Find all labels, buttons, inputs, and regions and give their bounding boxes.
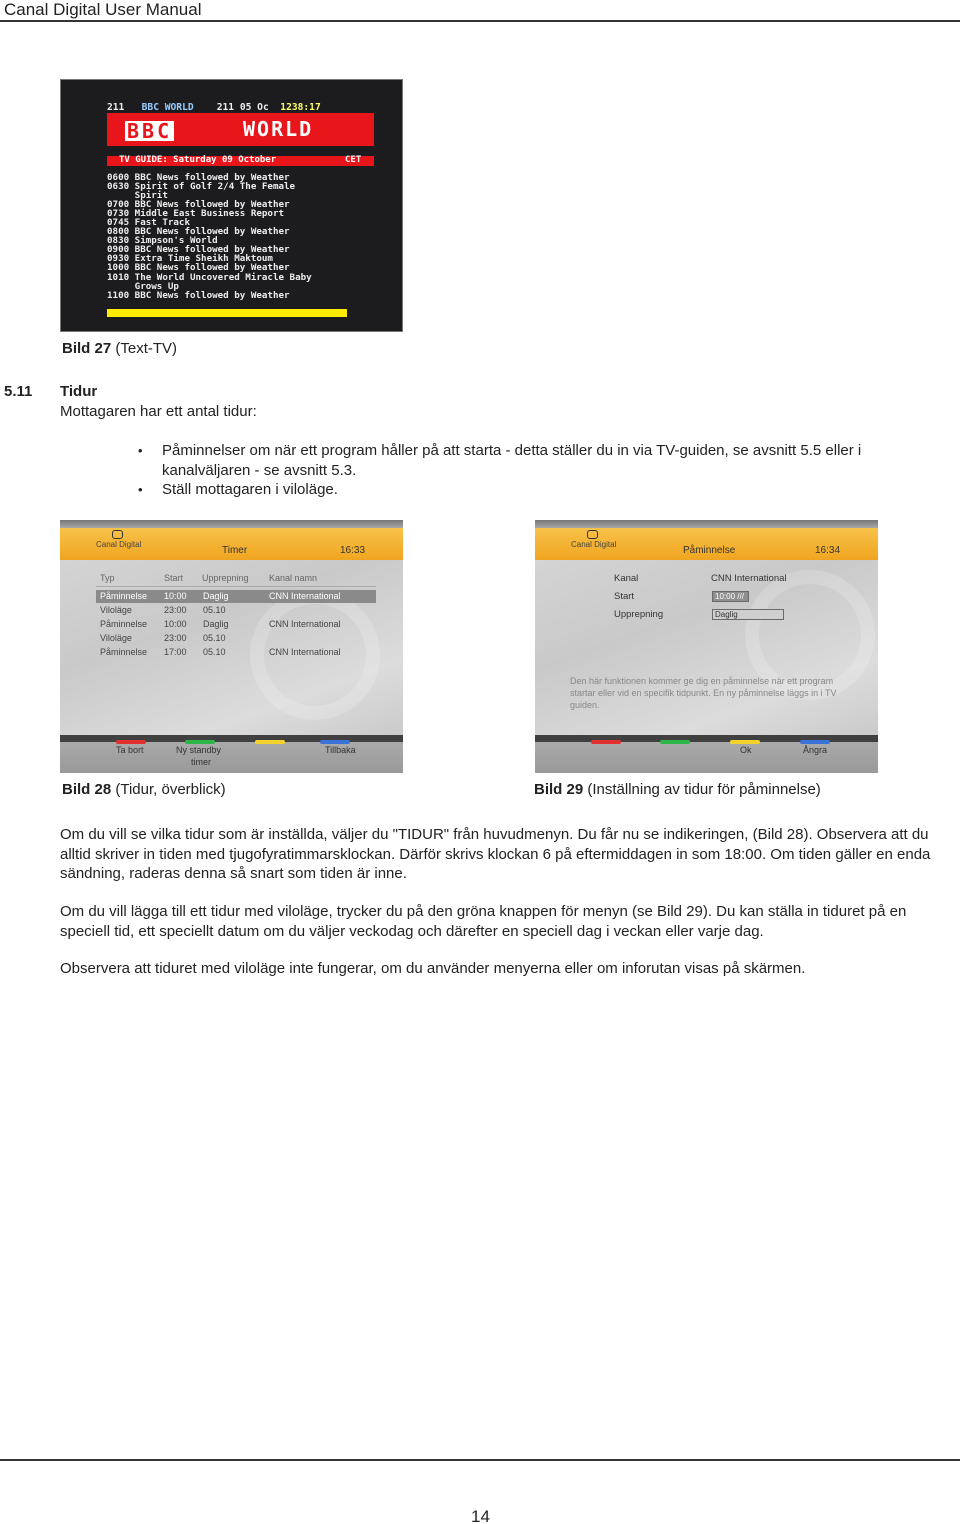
channel-value[interactable]: CNN International: [711, 573, 787, 584]
bbc-logo-text: BBC: [127, 119, 173, 143]
page-header: [0, 0, 960, 22]
reminder-settings-screenshot: [535, 520, 878, 773]
tv-guide-header-bar: [107, 156, 374, 166]
header-divider: [96, 586, 376, 587]
figure-29-desc: (Inställning av tidur för påminnelse): [583, 781, 821, 798]
button-bar: [60, 735, 403, 773]
paragraph: Om du vill lägga till ett tidur med viloläge, trycker du på den gröna knappen för menyn (se Bild 29). Du kan ställa in tiduret på en speciell tid, ett speciellt datum om du väljer veckodag och därefter en speciell dag i veckan eller varje dag.: [60, 903, 907, 940]
figure-27-desc: (Text-TV): [111, 340, 178, 357]
column-header-type: Typ: [100, 573, 115, 583]
figure-28-label: Bild 28: [62, 781, 112, 798]
timer-row[interactable]: [96, 618, 376, 631]
timer-row-selected[interactable]: [96, 590, 376, 603]
cell-repeat: 05.10: [203, 647, 226, 657]
manual-title: Canal Digital User Manual: [4, 0, 202, 19]
canal-digital-logo: Canal Digital: [96, 540, 142, 549]
repeat-dropdown[interactable]: Daglig: [712, 609, 784, 620]
cell-repeat: 05.10: [203, 605, 226, 615]
figure-29-caption: [534, 781, 821, 798]
cell-start: 10:00: [164, 591, 187, 601]
yellow-button-icon: [730, 740, 760, 744]
timer-row[interactable]: [96, 646, 376, 659]
programme-list: 0600 BBC News followed by Weather 0630 Spirit of Golf 2/4 The Female Spirit 0700 BBC News followed by Weather 0730 Middle East Business Report 0745 Fast Track 0800 BBC News followed by Weather 0830 Simpson's World 0900 BBC News followed by Weather 0930 Extra Time Sheikh Maktoum 1000 BBC News followed by Weather 1010 The World Uncovered Miracle Baby Grows Up 1100 BBC News followed by Weather: [107, 172, 312, 301]
cell-channel: CNN International: [269, 647, 341, 657]
canal-digital-logo-icon: [587, 530, 598, 539]
teletext-subpage: 211 05 Oc: [216, 102, 269, 113]
cell-type: Påminnelse: [100, 647, 148, 657]
timer-bullet-list: [138, 441, 928, 500]
undo-button[interactable]: Ångra: [803, 745, 828, 755]
paragraph: Observera att tiduret med viloläge inte fungerar, om du använder menyerna eller om inforutan visas på skärmen.: [60, 960, 806, 977]
teletext-screenshot: [60, 79, 403, 332]
tv-guide-header: TV GUIDE: Saturday 09 October: [119, 155, 277, 165]
green-button-icon: [660, 740, 690, 744]
back-button[interactable]: Tillbaka: [325, 745, 356, 755]
timer-overview-screenshot: [60, 520, 403, 773]
title-bar: [60, 528, 403, 560]
teletext-status-row: [107, 102, 321, 113]
page-number: 14: [471, 1507, 490, 1524]
cell-repeat: Daglig: [203, 591, 229, 601]
top-strip: [60, 520, 403, 528]
bullet-item: • Påminnelser om när ett program håller på att starta - detta ställer du in via TV-guiden, se avsnitt 5.5 eller i kanalväljaren - se avsnitt 5.3.: [138, 441, 928, 480]
bullet-item: • Ställ mottagaren i viloläge.: [138, 480, 928, 500]
timer-row[interactable]: [96, 604, 376, 617]
green-button-icon: [185, 740, 215, 744]
start-label: Start: [614, 591, 635, 602]
screen-title: Timer: [222, 545, 248, 556]
blue-button-icon: [320, 740, 350, 744]
figure-29-label: Bild 29: [534, 781, 584, 798]
blue-button-icon: [800, 740, 830, 744]
cell-type: Påminnelse: [100, 591, 148, 601]
ok-button[interactable]: Ok: [740, 745, 752, 755]
cell-type: Viloläge: [100, 605, 132, 615]
section-intro: Mottagaren har ett antal tidur:: [60, 403, 257, 420]
figure-28-desc: (Tidur, överblick): [111, 781, 226, 798]
world-logo: WORLD: [243, 117, 314, 141]
cell-start: 23:00: [164, 605, 187, 615]
red-button-icon: [591, 740, 621, 744]
teletext-time: 1238:17: [280, 102, 321, 113]
teletext-page: 211: [107, 102, 125, 113]
column-header-start: Start: [164, 573, 184, 583]
cell-repeat: Daglig: [203, 619, 229, 629]
bbc-world-banner: [107, 113, 374, 146]
cell-start: 10:00: [164, 619, 187, 629]
cell-type: Viloläge: [100, 633, 132, 643]
teletext-yellow-bar: [107, 309, 347, 317]
paragraph: Om du vill se vilka tidur som är inställda, väljer du "TIDUR" från huvudmenyn. Du får nu se indikeringen, (Bild 28). Observera att du alltid skriver in tiden med tjugofyratimmarsklockan. Därför skrivs klockan 6 på eftermiddagen in som 18:00. Om tiden gäller en enda sändning, raderas denna så snart som tiden är inne.: [60, 826, 931, 882]
yellow-button-icon: [255, 740, 285, 744]
canal-digital-logo-icon: [112, 530, 123, 539]
footer-divider: [0, 1459, 960, 1461]
button-stripe: [60, 735, 403, 742]
figure-27-label: Bild 27: [62, 340, 112, 357]
cell-start: 17:00: [164, 647, 187, 657]
tv-guide-timezone: CET: [345, 155, 362, 165]
red-button-icon: [116, 740, 146, 744]
bbc-logo: [125, 119, 176, 143]
top-strip: [535, 520, 878, 528]
teletext-service: BBC WORLD: [141, 102, 194, 113]
screen-title: Påminnelse: [683, 545, 736, 556]
cell-channel: CNN International: [269, 619, 341, 629]
title-bar: [535, 528, 878, 560]
timer-row[interactable]: [96, 632, 376, 645]
start-time-field[interactable]: 10:00 ///: [712, 591, 749, 602]
column-header-channel: Kanal namn: [269, 573, 318, 583]
cell-type: Påminnelse: [100, 619, 148, 629]
button-bar: [535, 735, 878, 773]
screen-clock: 16:33: [340, 545, 366, 556]
canal-digital-logo: Canal Digital: [571, 540, 617, 549]
cell-repeat: 05.10: [203, 633, 226, 643]
repeat-label: Upprepning: [614, 609, 664, 620]
cell-channel: CNN International: [269, 591, 341, 601]
cell-start: 23:00: [164, 633, 187, 643]
reminder-info-text: Den här funktionen kommer ge dig en påminnelse när ett program startar eller vid en specifik tidpunkt. En ny påminnelse läggs in i TV guiden.: [570, 676, 837, 710]
new-standby-button-line2[interactable]: timer: [191, 757, 211, 767]
column-header-repeat: Upprepning: [202, 573, 249, 583]
screen-clock: 16:34: [815, 545, 841, 556]
new-standby-button[interactable]: Ny standby: [176, 745, 222, 755]
delete-button[interactable]: Ta bort: [116, 745, 144, 755]
section-title: Tidur: [60, 383, 98, 400]
section-number: 5.11: [4, 383, 33, 400]
channel-label: Kanal: [614, 573, 639, 584]
figure-28-caption: [62, 781, 226, 798]
figure-27-caption: [62, 340, 177, 357]
